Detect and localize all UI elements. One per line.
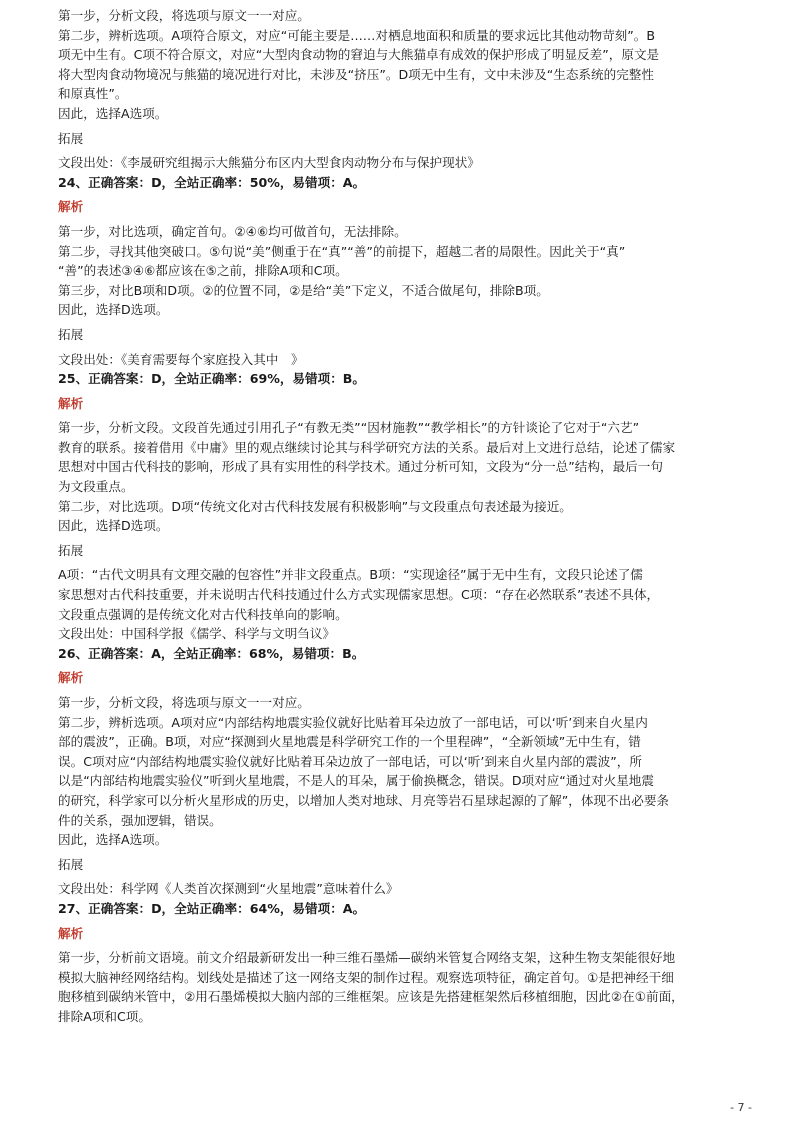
text-line: 第二步，对比选项。D项“传统文化对古代科技发展有积极影响”与文段重点句表述最为接近。 [58, 498, 572, 514]
text-line: 胞移植到碳纳米管中，②用石墨烯模拟大脑内部的三维框架。应该是先搭建框架然后移植细胞，因此②在①前面， [58, 989, 684, 1005]
section-heading: 解析 [58, 670, 84, 686]
text-line: 思想对中国古代科技的影响，形成了具有实用性的科学技术。通过分析可知，文段为“分一总”结构，最后一句 [58, 459, 663, 475]
text-line: 因此，选择A选项。 [58, 105, 168, 121]
text-line: 第一步，对比选项，确定首句。②④⑥均可做首句，无法排除。 [58, 223, 407, 239]
text-line: 第一步，分析文段。文段首先通过引用孔子“有教无类”“因材施教”“教学相长”的方针谈论了它对于“六艺” [58, 420, 640, 436]
answer-line: 25、正确答案：D，全站正确率：69%，易错项：B。 [58, 371, 366, 387]
text-line: 第二步，寻找其他突破口。⑤句说“美”侧重于在“真”“善”的前提下，超越二者的局限性。因此关于“真” [58, 243, 626, 259]
text-line: 排除A项和C项。 [58, 1008, 151, 1024]
text-line: A项：“古代文明具有文理交融的包容性”并非文段重点。B项：“实现途径”属于无中生有，文段只论述了儒 [58, 567, 643, 583]
section-heading: 解析 [58, 199, 84, 215]
subsection-label: 拓展 [58, 130, 84, 146]
text-line: 文段出处：科学网《人类首次探测到“火星地震”意味着什么》 [58, 881, 399, 897]
answer-line: 24、正确答案：D，全站正确率：50%，易错项：A。 [58, 174, 366, 190]
text-line: 第二步，辨析选项。A项符合原文，对应“可能主要是……对栖息地面积和质量的要求远比其他动物苛刻”。B [58, 27, 656, 43]
text-line: 文段出处：《李晟研究组揭示大熊猫分布区内大型食肉动物分布与保护现状》 [58, 155, 480, 171]
section-heading: 解析 [58, 395, 84, 411]
subsection-label: 拓展 [58, 856, 84, 872]
text-line: 家思想对古代科技重要，并未说明古代科技通过什么方式实现儒家思想。C项：“存在必然联系”表述不具体， [58, 587, 660, 603]
answer-line: 27、正确答案：D，全站正确率：64%，易错项：A。 [58, 900, 366, 916]
text-line: 因此，选择D选项。 [58, 518, 169, 534]
text-line: 因此，选择D选项。 [58, 302, 169, 318]
text-line: “善”的表述③④⑥都应该在⑤之前，排除A项和C项。 [58, 263, 348, 279]
text-line: 第一步，分析文段，将选项与原文一一对应。 [58, 8, 310, 23]
text-line: 第一步，分析文段，将选项与原文一一对应。 [58, 695, 310, 710]
text-line: 第三步，对比B项和D项。②的位置不同，②是给“美”下定义，不适合做尾句，排除B项。 [58, 282, 549, 298]
text-line: 和原真性”。 [58, 86, 128, 102]
text-line: 文段出处：中国科学报《儒学、科学与文明刍议》 [58, 626, 336, 642]
text-line: 教育的联系。接着借用《中庸》里的观点继续讨论其与科学研究方法的关系。最后对上文进行总结，论述了儒家 [58, 439, 676, 455]
text-line: 的研究，科学家可以分析火星形成的历史，以增加人类对地球、月亮等岩石星球起源的了解”，体现不出必要条 [58, 792, 670, 808]
text-line: 文段重点强调的是传统文化对古代科技单向的影响。 [58, 606, 348, 622]
text-line: 第一步，分析前文语境。前文介绍最新研发出一种三维石墨烯—碳纳米管复合网络支架，这种生物支架能很好地 [58, 950, 676, 966]
page-number: - 7 - [730, 1101, 752, 1114]
section-heading: 解析 [58, 925, 84, 941]
answer-line: 26、正确答案：A，全站正确率：68%，易错项：B。 [58, 645, 365, 661]
subsection-label: 拓展 [58, 326, 84, 342]
text-line: 误。C项对应“内部结构地震实验仪就好比贴着耳朵边放了一部电话，可以‘听’到来自火星内部的震波”，所 [58, 753, 642, 769]
subsection-label: 拓展 [58, 542, 84, 558]
text-line: 因此，选择A选项。 [58, 832, 168, 848]
text-line: 将大型肉食动物境况与熊猫的境况进行对比，未涉及“挤压”。D项无中生有，文中未涉及“生态系统的完整性 [58, 66, 654, 82]
text-line: 为文段重点。 [58, 479, 134, 495]
text-body [58, 6, 744, 1027]
text-line: 部的震波”，正确。B项，对应“探测到火星地震是科学研究工作的一个里程碑”，“全新领域”无中生有，错 [58, 734, 641, 750]
text-line: 项无中生有。C项不符合原文，对应“大型肉食动物的窘迫与大熊猫卓有成效的保护形成了明显反差”，原文是 [58, 47, 660, 63]
text-line: 件的关系，强加逻辑，错误。 [58, 812, 222, 828]
text-line: 文段出处：《美育需要每个家庭投入其中 》 [58, 351, 304, 367]
text-line: 以是“内部结构地震实验仪”听到火星地震，不是人的耳朵，属于偷换概念，错误。D项对应“通过对火星地震 [58, 773, 654, 789]
text-line: 第二步，辨析选项。A项对应“内部结构地震实验仪就好比贴着耳朵边放了一部电话，可以‘听’到来自火星内 [58, 714, 648, 730]
text-line: 模拟大脑神经网络结构。划线处是描述了这一网络支架的制作过程。观察选项特征，确定首句。①是把神经干细 [58, 969, 674, 985]
